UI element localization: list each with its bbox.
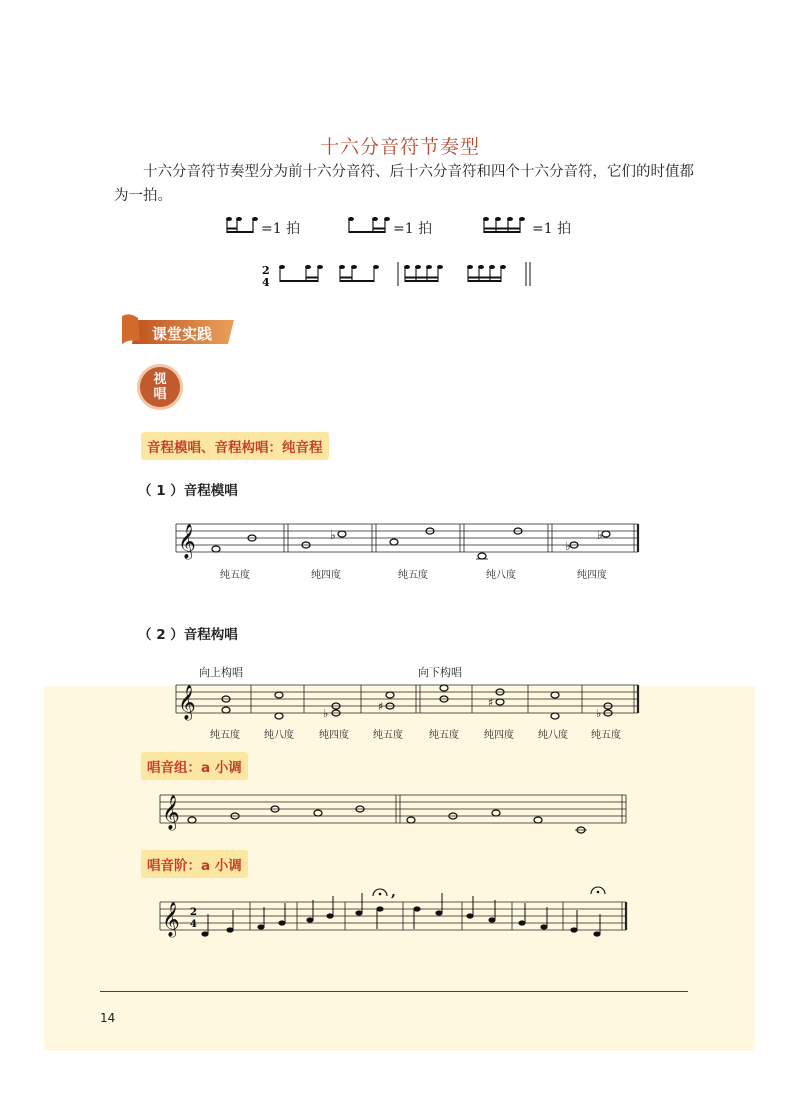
upward-label: 向上构唱 — [199, 666, 243, 679]
rhythm-equals-2: =1 拍 — [393, 221, 433, 237]
svg-text:♭: ♭ — [565, 539, 571, 553]
interval-label: 纯五度 — [429, 730, 459, 741]
interval-label: 纯五度 — [591, 730, 621, 741]
interval-label: 纯四度 — [319, 730, 349, 741]
rhythm-equals-3: =1 拍 — [532, 221, 572, 237]
page-title: 十六分音符节奏型 — [319, 136, 480, 158]
svg-text:𝄞: 𝄞 — [162, 795, 180, 830]
svg-text:♯: ♯ — [488, 696, 494, 709]
part1-label: （ 1 ）音程模唱 — [138, 483, 238, 499]
svg-text:4: 4 — [190, 919, 197, 930]
interval-label: 纯四度 — [311, 570, 341, 581]
rhythm-four-sixteenth — [483, 214, 533, 236]
intro-paragraph: 十六分音符节奏型分为前十六分音符、后十六分音符和四个十六分音符，它们的时值都为一拍。 — [114, 164, 694, 204]
svg-text:♭: ♭ — [596, 707, 602, 720]
staff-interval-imitation — [176, 522, 640, 559]
interval-label: 纯八度 — [486, 570, 516, 581]
svg-text:𝄞: 𝄞 — [178, 685, 196, 720]
interval-label: 纯五度 — [210, 730, 240, 741]
section-group-tag: 唱音组：a 小调 — [141, 752, 248, 780]
banner-text: 课堂实践 — [152, 325, 213, 343]
time-sig-bottom: 4 — [262, 276, 270, 289]
interval-label: 纯八度 — [538, 730, 568, 741]
svg-text:♭: ♭ — [323, 707, 329, 720]
svg-text:♭: ♭ — [330, 528, 336, 542]
interval-label: 纯五度 — [398, 570, 428, 581]
staff-note-group — [160, 793, 628, 833]
section-banner — [118, 312, 236, 348]
svg-text:♭: ♭ — [597, 528, 603, 542]
svg-text:♯: ♯ — [378, 700, 384, 713]
footer-divider — [100, 991, 688, 992]
interval-label: 纯五度 — [373, 730, 403, 741]
rhythm-back-sixteenth — [348, 214, 394, 236]
part2-label: （ 2 ）音程构唱 — [138, 627, 238, 643]
sight-singing-badge: 视唱 — [140, 367, 180, 407]
svg-text:,: , — [391, 884, 396, 900]
rhythm-equals-1: =1 拍 — [261, 221, 301, 237]
staff-interval-construction — [176, 683, 640, 720]
svg-text:𝄞: 𝄞 — [178, 524, 196, 559]
svg-text:2: 2 — [190, 907, 197, 918]
page-number: 14 — [100, 1011, 116, 1025]
section-intervals-tag: 音程模唱、音程构唱：纯音程 — [141, 432, 329, 460]
rhythm-front-sixteenth — [226, 214, 266, 236]
section-scale-tag: 唱音阶：a 小调 — [141, 850, 248, 878]
interval-label: 纯四度 — [484, 730, 514, 741]
time-sig-top: 2 — [262, 264, 270, 277]
interval-label: 纯五度 — [220, 570, 250, 581]
downward-label: 向下构唱 — [418, 666, 462, 679]
interval-label: 纯四度 — [577, 570, 607, 581]
rhythm-example — [258, 262, 538, 290]
svg-text:𝄞: 𝄞 — [162, 902, 180, 937]
staff-scale — [160, 884, 628, 948]
interval-label: 纯八度 — [264, 730, 294, 741]
